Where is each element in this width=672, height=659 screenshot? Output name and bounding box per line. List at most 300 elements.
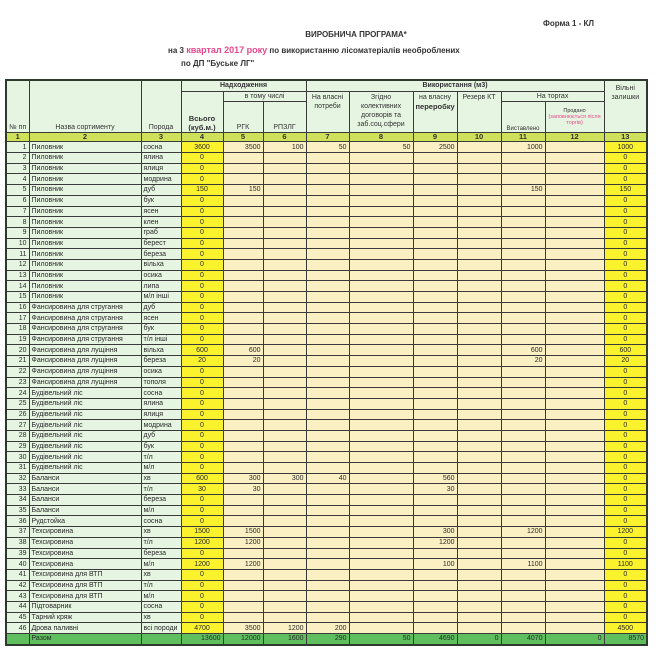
subtitle-suffix: по використанню лісоматеріалів необроблених [269,46,460,55]
cell-col-11: 1000 [501,142,545,153]
cell-col-11 [501,430,545,441]
cell-col-5 [223,601,263,612]
row-number: 44 [6,601,29,612]
cell-col-9 [413,302,457,313]
cell-col-8 [349,206,413,217]
assortment-name: Фансировина для лущіння [29,377,141,388]
row-number: 26 [6,409,29,420]
cell-col-6 [263,388,306,399]
cell-col-6 [263,441,306,452]
cell-col-11 [501,591,545,602]
cell-col-4: 0 [181,377,223,388]
cell-col-5 [223,495,263,506]
cell-col-10 [457,537,501,548]
cell-col-8 [349,430,413,441]
assortment-name: Баланси [29,484,141,495]
cell-col-12 [545,537,604,548]
cell-col-8 [349,623,413,634]
cell-col-6: 300 [263,473,306,484]
wood-breed: дуб [141,302,181,313]
cell-col-13: 0 [604,612,647,623]
cell-col-9 [413,612,457,623]
row-number: 37 [6,527,29,538]
header-own-processing-a: на власну [418,93,452,101]
cell-col-8 [349,217,413,228]
wood-breed: сосна [141,388,181,399]
cell-col-11 [501,580,545,591]
cell-col-12 [545,153,604,164]
cell-col-11 [501,259,545,270]
cell-col-13: 0 [604,292,647,303]
total-empty [6,634,29,645]
assortment-name: Техсировина для ВТП [29,569,141,580]
header-name: Назва сортименту [29,80,141,133]
cell-col-9 [413,409,457,420]
cell-col-8 [349,174,413,185]
cell-col-11 [501,409,545,420]
cell-col-12 [545,195,604,206]
document-subtitle [168,45,460,55]
cell-col-10 [457,366,501,377]
cell-col-4: 0 [181,324,223,335]
cell-col-6 [263,259,306,270]
cell-col-5 [223,377,263,388]
cell-col-10 [457,398,501,409]
cell-col-12 [545,163,604,174]
cell-col-9 [413,580,457,591]
cell-col-5: 30 [223,484,263,495]
table-row [6,227,647,238]
cell-col-5 [223,516,263,527]
total-col-6: 1600 [263,634,306,645]
wood-breed: береза [141,495,181,506]
cell-col-4: 0 [181,302,223,313]
cell-col-8 [349,227,413,238]
cell-col-7 [306,313,349,324]
cell-col-7 [306,516,349,527]
cell-col-11 [501,548,545,559]
cell-col-8 [349,527,413,538]
table-row [6,334,647,345]
column-number: 4 [181,133,223,142]
row-number: 41 [6,569,29,580]
cell-col-9 [413,324,457,335]
cell-col-6 [263,206,306,217]
cell-col-6 [263,238,306,249]
cell-col-10 [457,463,501,474]
cell-col-7 [306,217,349,228]
table-row [6,153,647,164]
cell-col-9 [413,601,457,612]
cell-col-8 [349,185,413,196]
total-col-12: 0 [545,634,604,645]
total-row [6,634,647,645]
assortment-name: Пиловник [29,206,141,217]
cell-col-5 [223,569,263,580]
cell-col-4: 3600 [181,142,223,153]
row-number: 12 [6,259,29,270]
assortment-name: Пиловник [29,259,141,270]
cell-col-6 [263,537,306,548]
cell-col-12 [545,270,604,281]
wood-breed: тополя [141,377,181,388]
cell-col-13: 150 [604,185,647,196]
cell-col-12 [545,430,604,441]
cell-col-5: 3500 [223,142,263,153]
cell-col-7 [306,302,349,313]
wood-breed: береза [141,249,181,260]
cell-col-8 [349,270,413,281]
wood-breed: береза [141,548,181,559]
cell-col-12 [545,463,604,474]
cell-col-13: 0 [604,484,647,495]
cell-col-4: 600 [181,345,223,356]
cell-col-13: 600 [604,345,647,356]
cell-col-4: 0 [181,398,223,409]
cell-col-5 [223,281,263,292]
cell-col-13: 0 [604,163,647,174]
cell-col-4: 0 [181,505,223,516]
row-number: 31 [6,463,29,474]
cell-col-9 [413,345,457,356]
cell-col-7 [306,324,349,335]
table-row [6,463,647,474]
cell-col-7 [306,452,349,463]
header-collective: Згідно колективних договорів та заб.соц.сфери [349,91,413,133]
cell-col-9 [413,206,457,217]
cell-col-10 [457,142,501,153]
assortment-name: Фансировина для лущіння [29,366,141,377]
cell-col-7 [306,548,349,559]
cell-col-6 [263,420,306,431]
column-number: 3 [141,133,181,142]
assortment-name: Пиловник [29,292,141,303]
table-row [6,270,647,281]
cell-col-9 [413,292,457,303]
cell-col-6 [263,591,306,602]
row-number: 10 [6,238,29,249]
cell-col-4: 0 [181,430,223,441]
cell-col-7 [306,249,349,260]
table-row [6,473,647,484]
cell-col-12 [545,495,604,506]
cell-col-13: 0 [604,366,647,377]
wood-breed: хв [141,612,181,623]
cell-col-11 [501,420,545,431]
cell-col-4: 0 [181,238,223,249]
row-number: 13 [6,270,29,281]
cell-col-12 [545,217,604,228]
wood-breed: модрина [141,174,181,185]
cell-col-12 [545,142,604,153]
cell-col-8 [349,516,413,527]
cell-col-8 [349,473,413,484]
cell-col-6 [263,463,306,474]
cell-col-11 [501,313,545,324]
total-col-7: 290 [306,634,349,645]
assortment-name: Підтоварник [29,601,141,612]
cell-col-8 [349,409,413,420]
cell-col-4: 0 [181,249,223,260]
cell-col-5 [223,249,263,260]
header-including: в тому числі [223,91,306,102]
cell-col-5: 300 [223,473,263,484]
cell-col-8 [349,591,413,602]
row-number: 38 [6,537,29,548]
table-row [6,302,647,313]
cell-col-9 [413,430,457,441]
cell-col-5 [223,259,263,270]
cell-col-8 [349,366,413,377]
table-row [6,195,647,206]
cell-col-5 [223,313,263,324]
cell-col-6 [263,313,306,324]
cell-col-11 [501,569,545,580]
cell-col-5 [223,441,263,452]
cell-col-13: 0 [604,463,647,474]
wood-breed: м/л інші [141,292,181,303]
cell-col-7 [306,388,349,399]
cell-col-10 [457,591,501,602]
assortment-name: Пиловник [29,270,141,281]
cell-col-5 [223,612,263,623]
cell-col-13: 0 [604,473,647,484]
cell-col-11 [501,238,545,249]
cell-col-11 [501,249,545,260]
cell-col-12 [545,527,604,538]
cell-col-7 [306,420,349,431]
cell-col-12 [545,238,604,249]
cell-col-6 [263,516,306,527]
cell-col-10 [457,527,501,538]
cell-col-5 [223,398,263,409]
cell-col-9 [413,495,457,506]
cell-col-11: 1100 [501,559,545,570]
cell-col-10 [457,505,501,516]
wood-breed: м/л [141,505,181,516]
table-row [6,356,647,367]
row-number: 11 [6,249,29,260]
wood-breed: липа [141,281,181,292]
assortment-name: Техсировина [29,548,141,559]
row-number: 18 [6,324,29,335]
cell-col-6 [263,217,306,228]
cell-col-8 [349,441,413,452]
cell-col-4: 0 [181,206,223,217]
cell-col-11 [501,377,545,388]
wood-breed: т/л [141,484,181,495]
cell-col-13: 0 [604,505,647,516]
cell-col-5 [223,206,263,217]
cell-col-6 [263,281,306,292]
cell-col-4: 0 [181,153,223,164]
total-col-10: 0 [457,634,501,645]
row-number: 14 [6,281,29,292]
row-number: 30 [6,452,29,463]
assortment-name: Пиловник [29,217,141,228]
cell-col-12 [545,623,604,634]
total-col-8: 50 [349,634,413,645]
cell-col-6 [263,601,306,612]
row-number: 19 [6,334,29,345]
cell-col-6 [263,527,306,538]
cell-col-9 [413,217,457,228]
cell-col-8 [349,537,413,548]
cell-col-6 [263,580,306,591]
cell-col-7 [306,174,349,185]
cell-col-12 [545,388,604,399]
assortment-name: Будівельний ліс [29,409,141,420]
cell-col-10 [457,313,501,324]
cell-col-13: 0 [604,334,647,345]
cell-col-13: 0 [604,195,647,206]
cell-col-8 [349,612,413,623]
row-number: 35 [6,505,29,516]
cell-col-7 [306,559,349,570]
assortment-name: Будівельний ліс [29,430,141,441]
cell-col-4: 0 [181,516,223,527]
cell-col-12 [545,580,604,591]
cell-col-8 [349,388,413,399]
cell-col-8 [349,356,413,367]
row-number: 16 [6,302,29,313]
cell-col-4: 20 [181,356,223,367]
cell-col-7 [306,580,349,591]
assortment-name: Фансировина для лущіння [29,356,141,367]
table-row [6,217,647,228]
wood-breed: вільха [141,345,181,356]
row-number: 22 [6,366,29,377]
assortment-name: Будівельний ліс [29,441,141,452]
cell-col-6 [263,227,306,238]
cell-col-11 [501,441,545,452]
cell-col-4: 0 [181,452,223,463]
cell-col-10 [457,495,501,506]
cell-col-7 [306,366,349,377]
cell-col-7 [306,441,349,452]
cell-col-13: 4500 [604,623,647,634]
cell-col-8 [349,345,413,356]
cell-col-4: 0 [181,270,223,281]
cell-col-12 [545,484,604,495]
cell-col-12 [545,377,604,388]
assortment-name: Рудстойка [29,516,141,527]
cell-col-11 [501,398,545,409]
wood-breed: береза [141,356,181,367]
row-number: 25 [6,398,29,409]
cell-col-4: 0 [181,281,223,292]
cell-col-13: 0 [604,249,647,260]
cell-col-12 [545,366,604,377]
cell-col-8 [349,601,413,612]
wood-breed: м/л [141,463,181,474]
cell-col-4: 150 [181,185,223,196]
total-col-13: 8570 [604,634,647,645]
table-row [6,516,647,527]
cell-col-13: 0 [604,302,647,313]
cell-col-13: 0 [604,324,647,335]
assortment-name: Пиловник [29,185,141,196]
cell-col-5 [223,217,263,228]
cell-col-11 [501,302,545,313]
cell-col-9 [413,249,457,260]
cell-col-7 [306,356,349,367]
cell-col-9: 100 [413,559,457,570]
cell-col-12 [545,185,604,196]
wood-breed: вільха [141,259,181,270]
cell-col-11: 150 [501,185,545,196]
cell-col-6 [263,430,306,441]
cell-col-12 [545,345,604,356]
cell-col-5 [223,580,263,591]
column-number: 6 [263,133,306,142]
cell-col-4: 0 [181,292,223,303]
cell-col-8 [349,463,413,474]
cell-col-9 [413,270,457,281]
cell-col-6 [263,377,306,388]
cell-col-13: 0 [604,281,647,292]
cell-col-7 [306,185,349,196]
cell-col-10 [457,302,501,313]
row-number: 15 [6,292,29,303]
cell-col-6 [263,249,306,260]
wood-breed: сосна [141,142,181,153]
cell-col-10 [457,548,501,559]
cell-col-10 [457,420,501,431]
cell-col-8 [349,324,413,335]
cell-col-6 [263,612,306,623]
cell-col-8 [349,398,413,409]
cell-col-7 [306,612,349,623]
cell-col-7 [306,505,349,516]
row-number: 1 [6,142,29,153]
row-number: 2 [6,153,29,164]
cell-col-10 [457,217,501,228]
header-reserve: Резерв КТ [457,91,501,133]
cell-col-12 [545,259,604,270]
cell-col-11 [501,163,545,174]
cell-col-11 [501,324,545,335]
cell-col-7 [306,195,349,206]
wood-breed: клен [141,217,181,228]
wood-breed: осика [141,270,181,281]
cell-col-5 [223,270,263,281]
header-own-needs: На власні потреби [306,91,349,133]
cell-col-5 [223,366,263,377]
cell-col-8 [349,484,413,495]
cell-col-9 [413,174,457,185]
wood-breed: бук [141,324,181,335]
cell-col-6 [263,163,306,174]
wood-breed: граб [141,227,181,238]
row-number: 32 [6,473,29,484]
cell-col-6 [263,174,306,185]
table-row [6,601,647,612]
cell-col-9: 30 [413,484,457,495]
assortment-name: Техсировина [29,559,141,570]
cell-col-7 [306,281,349,292]
cell-col-6 [263,195,306,206]
row-number: 46 [6,623,29,634]
assortment-name: Баланси [29,473,141,484]
cell-col-8 [349,302,413,313]
assortment-name: Техсировина для ВТП [29,591,141,602]
cell-col-12 [545,281,604,292]
assortment-name: Баланси [29,495,141,506]
total-col-5: 12000 [223,634,263,645]
row-number: 20 [6,345,29,356]
cell-col-11: 1200 [501,527,545,538]
